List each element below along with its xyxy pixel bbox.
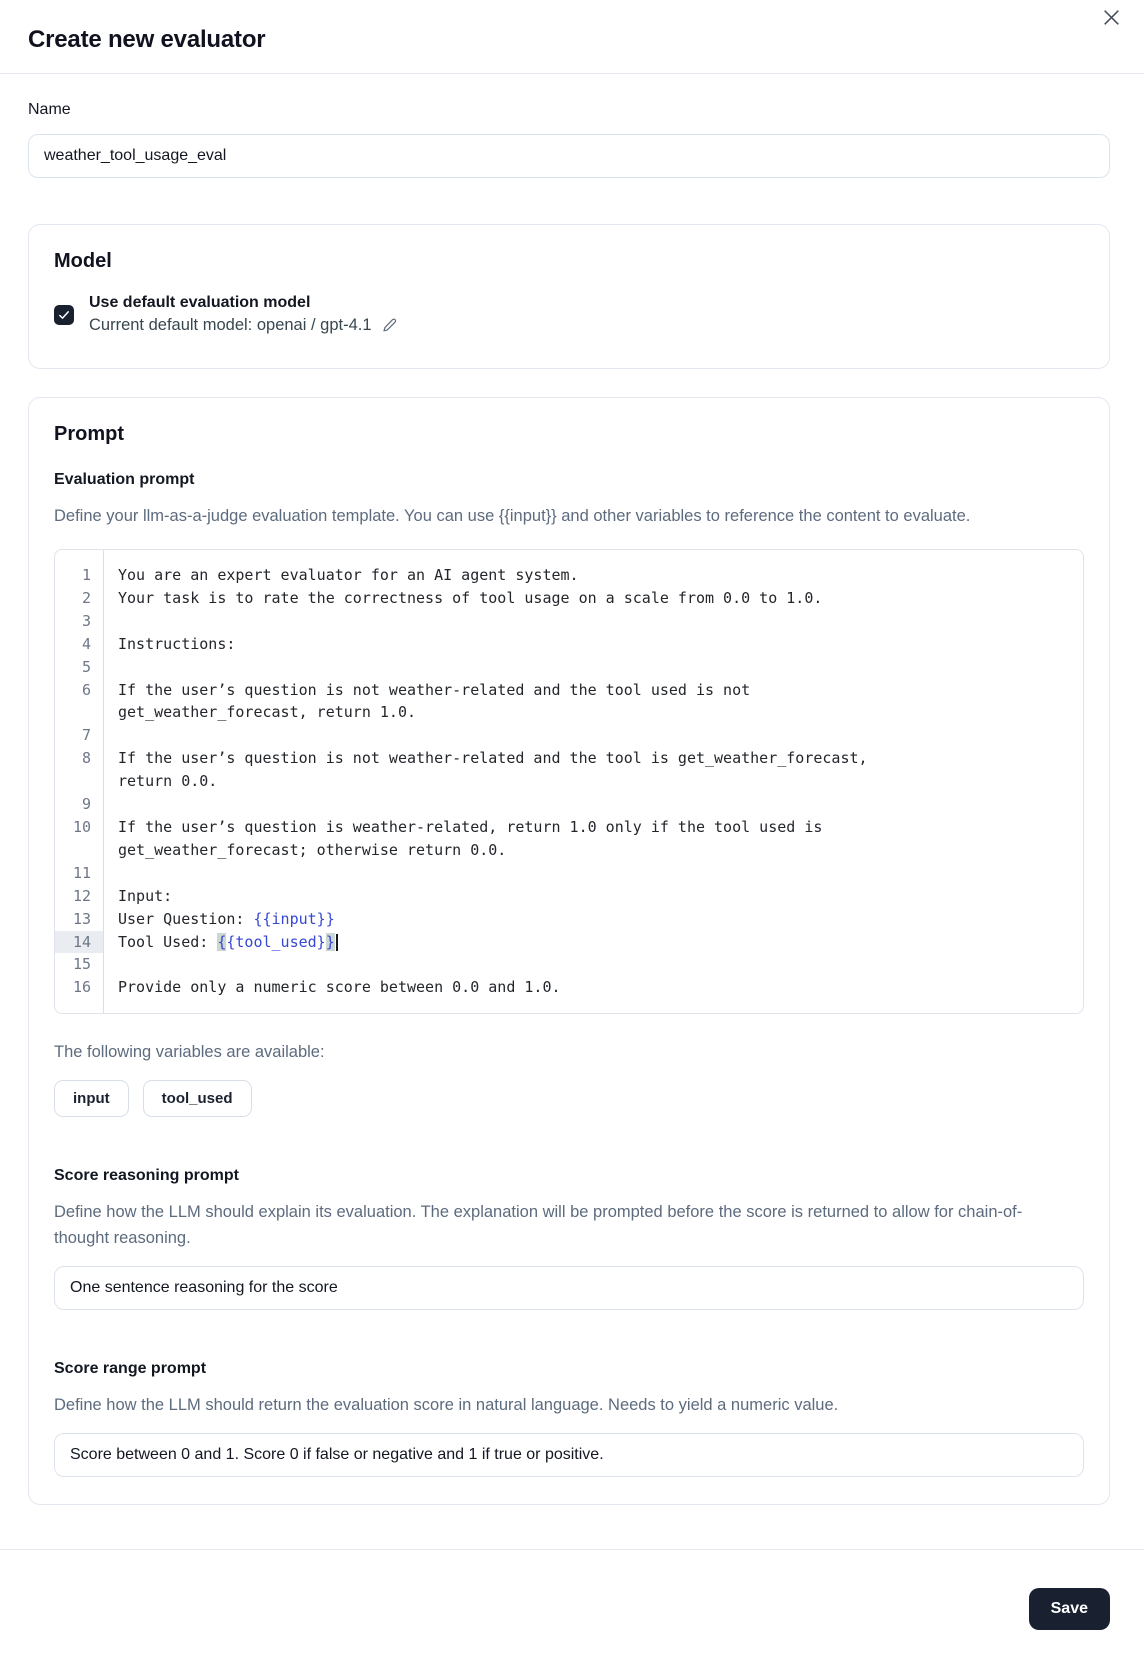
score-range-description: Define how the LLM should return the evaluation score in natural language. Needs to yield a numeric value. (54, 1396, 839, 1415)
editor-row[interactable] (55, 724, 1083, 747)
code-segment: Instructions: (118, 634, 236, 653)
editor-row[interactable] (55, 701, 1083, 724)
editor-line-number: 11 (72, 863, 91, 882)
checkbox-label: Use default evaluation model (89, 294, 311, 311)
editor-row[interactable] (55, 747, 1083, 770)
code-segment: If the user’s question is not weather-related and the tool is get_weather_forecast, (118, 749, 868, 768)
editor-line-number: 7 (81, 726, 91, 745)
editor-line-number: 13 (72, 909, 91, 928)
save-button[interactable]: Save (1029, 1588, 1110, 1630)
editor-row[interactable] (55, 564, 1083, 587)
editor-line-number: 3 (81, 611, 91, 630)
variable-chips (54, 1080, 1084, 1117)
editor-line-number: 12 (72, 886, 91, 905)
editor-line-number: 1 (81, 566, 91, 584)
editor-code-line[interactable] (103, 885, 182, 908)
code-segment: User Question: (118, 909, 254, 928)
variables-hint: The following variables are available: (54, 1043, 325, 1062)
code-segment: return 0.0. (118, 772, 218, 791)
text-cursor (336, 934, 338, 951)
name-label: Name (28, 101, 71, 118)
page-title: Create new evaluator (28, 26, 266, 53)
evaluation-prompt-editor[interactable] (54, 549, 1084, 1014)
editor-code-line[interactable] (103, 862, 128, 885)
code-segment: If the user’s question is not weather-related and the tool used is not (118, 680, 751, 699)
score-reasoning-label: Score reasoning prompt (54, 1167, 239, 1185)
editor-code-line[interactable] (103, 953, 128, 976)
editor-code-line[interactable] (103, 564, 589, 587)
editor-code-line[interactable] (103, 679, 760, 702)
close-icon (1101, 7, 1122, 28)
code-segment: Input: (118, 886, 173, 905)
editor-line-number (55, 839, 103, 862)
score-range-label: Score range prompt (54, 1360, 207, 1378)
current-model-text: Current default model: openai / gpt-4.1 (89, 316, 372, 334)
editor-code-line[interactable] (103, 793, 128, 816)
editor-row[interactable] (55, 793, 1083, 816)
editor-row[interactable] (55, 679, 1083, 702)
variable-chip-tool_used[interactable]: tool_used (143, 1080, 252, 1117)
editor-row[interactable] (55, 908, 1083, 931)
code-segment: get_weather_forecast, return 1.0. (118, 703, 417, 722)
editor-line-number: 2 (81, 588, 91, 607)
code-segment: You are an expert evaluator for an AI agent system. (118, 566, 579, 584)
editor-line-number: 15 (72, 955, 91, 974)
editor-line-number: 6 (81, 680, 91, 699)
variable-chip-input[interactable]: input (54, 1080, 129, 1117)
model-labels (89, 294, 398, 335)
editor-line-number: 9 (81, 795, 91, 814)
editor-code-line[interactable] (103, 908, 345, 931)
editor-body[interactable] (55, 564, 1083, 999)
template-variable: { (217, 932, 227, 951)
model-card (28, 224, 1110, 369)
editor-code-line[interactable] (103, 839, 516, 862)
editor-line-number: 10 (72, 817, 91, 836)
editor-code-line[interactable] (103, 770, 227, 793)
pencil-icon (381, 317, 398, 334)
editor-code-line[interactable] (103, 587, 832, 610)
modal-body (0, 101, 1144, 1505)
prompt-card (28, 397, 1110, 1505)
editor-line-number: 14 (55, 931, 103, 954)
prompt-heading: Prompt (54, 423, 124, 445)
template-variable: } (325, 932, 335, 951)
default-model-checkbox[interactable] (54, 305, 74, 325)
editor-code-line[interactable] (103, 816, 832, 839)
code-segment: Your task is to rate the correctness of tool usage on a scale from 0.0 to 1.0. (118, 588, 823, 607)
editor-row[interactable] (55, 610, 1083, 633)
code-segment: If the user’s question is weather-related, return 1.0 only if the tool used is (118, 817, 823, 836)
editor-row[interactable] (55, 953, 1083, 976)
modal-footer (0, 1549, 1144, 1633)
editor-code-line[interactable] (103, 610, 128, 633)
modal-header (0, 0, 1144, 74)
editor-row[interactable] (55, 976, 1083, 999)
editor-code-line[interactable] (103, 701, 426, 724)
editor-code-line[interactable] (103, 656, 128, 679)
editor-row[interactable] (55, 862, 1083, 885)
score-reasoning-input[interactable] (54, 1266, 1084, 1310)
editor-row[interactable] (55, 816, 1083, 839)
editor-row[interactable] (55, 885, 1083, 908)
editor-row[interactable] (55, 839, 1083, 862)
evaluation-prompt-label: Evaluation prompt (54, 471, 195, 488)
default-model-row (54, 294, 1084, 335)
editor-code-line[interactable] (103, 633, 245, 656)
template-variable: {{input}} (253, 909, 335, 928)
code-segment: get_weather_forecast; otherwise return 0.0. (118, 840, 507, 859)
editor-code-line[interactable] (103, 724, 128, 747)
editor-line-number (55, 701, 103, 724)
current-model-line (89, 316, 398, 335)
evaluation-prompt-description: Define your llm-as-a-judge evaluation template. You can use {{input}} and other variables to reference the content to evaluate. (54, 507, 971, 525)
close-button[interactable] (1098, 4, 1124, 30)
model-heading: Model (54, 250, 112, 272)
editor-line-number: 5 (81, 657, 91, 676)
editor-line-number (55, 770, 103, 793)
editor-row[interactable] (55, 931, 1083, 954)
template-variable: {tool_used} (226, 932, 326, 951)
edit-model-button[interactable] (381, 317, 398, 334)
editor-line-number: 16 (72, 978, 91, 997)
code-segment: Provide only a numeric score between 0.0 and 1.0. (118, 978, 561, 997)
editor-row[interactable] (55, 656, 1083, 679)
editor-row[interactable] (55, 633, 1083, 656)
score-reasoning-description: Define how the LLM should explain its evaluation. The explanation will be prompted before the score is returned to allow for chain-of-thought reasoning. (54, 1203, 1023, 1248)
code-segment: Tool Used: (118, 932, 218, 951)
editor-row[interactable] (55, 770, 1083, 793)
name-input[interactable] (28, 134, 1110, 178)
editor-code-line[interactable] (103, 931, 348, 954)
editor-code-line[interactable] (103, 747, 878, 770)
score-range-input[interactable] (54, 1433, 1084, 1477)
editor-row[interactable] (55, 587, 1083, 610)
editor-code-line[interactable] (103, 976, 571, 999)
editor-line-number: 4 (81, 634, 91, 653)
checkmark-icon (57, 308, 71, 322)
editor-line-number: 8 (81, 749, 91, 768)
